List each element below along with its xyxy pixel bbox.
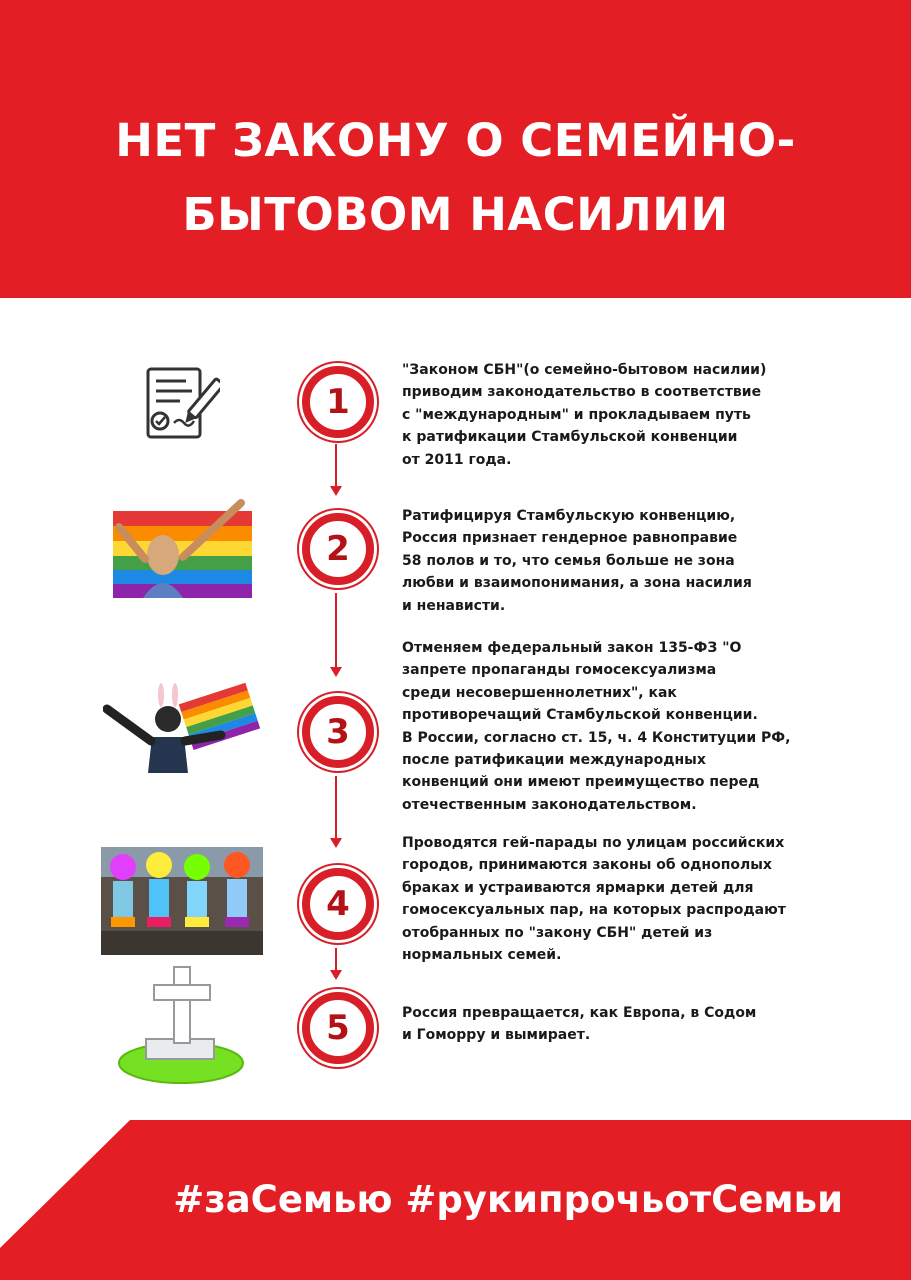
- page-title: [0, 104, 911, 252]
- title-line-2: БЫТОВОМ НАСИЛИИ: [182, 188, 729, 241]
- step-text-3: Отменяем федеральный закон 135-ФЗ "О запрете пропаганды гомосексуализма среди несовершеннолетних", как противоречащий Стамбульской конвенции. В России, согласно ст. 15, ч. 4 Конституции РФ, после ратификации международных конвенций они имеют преимущество перед отечественным законодательством.: [402, 640, 791, 813]
- arrow-down-icon: [329, 948, 343, 982]
- step-number-3: 3: [302, 696, 374, 768]
- arrow-down-icon: [329, 593, 343, 679]
- step-number-1: 1: [302, 366, 374, 438]
- parade-photo: [101, 847, 263, 955]
- legal-document-icon: [140, 363, 220, 443]
- person-with-flag-photo: [103, 681, 263, 773]
- arrow-down-icon: [329, 776, 343, 850]
- step-text-2: Ратифицируя Стамбульскую конвенцию, Россия признает гендерное равноправие 58 полов и то, что семья больше не зона любви и взаимопонимания, а зона насилия и ненависти.: [402, 508, 752, 614]
- step-text-5: Россия превращается, как Европа, в Содом и Гоморру и вымирает.: [402, 1005, 757, 1044]
- rainbow-flag-photo: [113, 497, 252, 598]
- header-banner: [0, 0, 911, 298]
- step-number-4: 4: [302, 868, 374, 940]
- title-line-1: НЕТ ЗАКОНУ О СЕМЕЙНО-: [115, 114, 796, 167]
- step-text-4: Проводятся гей-парады по улицам российских городов, принимаются законы об однополых браках и устраиваются ярмарки детей для гомосексуальных пар, на которых распродают отобранных по "закону СБН" детей из нормальных семей.: [402, 835, 786, 964]
- step-text-1: "Законом СБН"(о семейно-бытовом насилии) приводим законодательство в соответствие с "международным" и прокладываем путь к ратификации Стамбульской конвенции от 2011 года.: [402, 362, 767, 468]
- step-number-5: 5: [302, 992, 374, 1064]
- arrow-down-icon: [329, 444, 343, 498]
- hashtags: #заСемью #рукипрочьотСемьи: [173, 1178, 843, 1221]
- step-number-2: 2: [302, 513, 374, 585]
- grave-cross-icon: [118, 963, 244, 1085]
